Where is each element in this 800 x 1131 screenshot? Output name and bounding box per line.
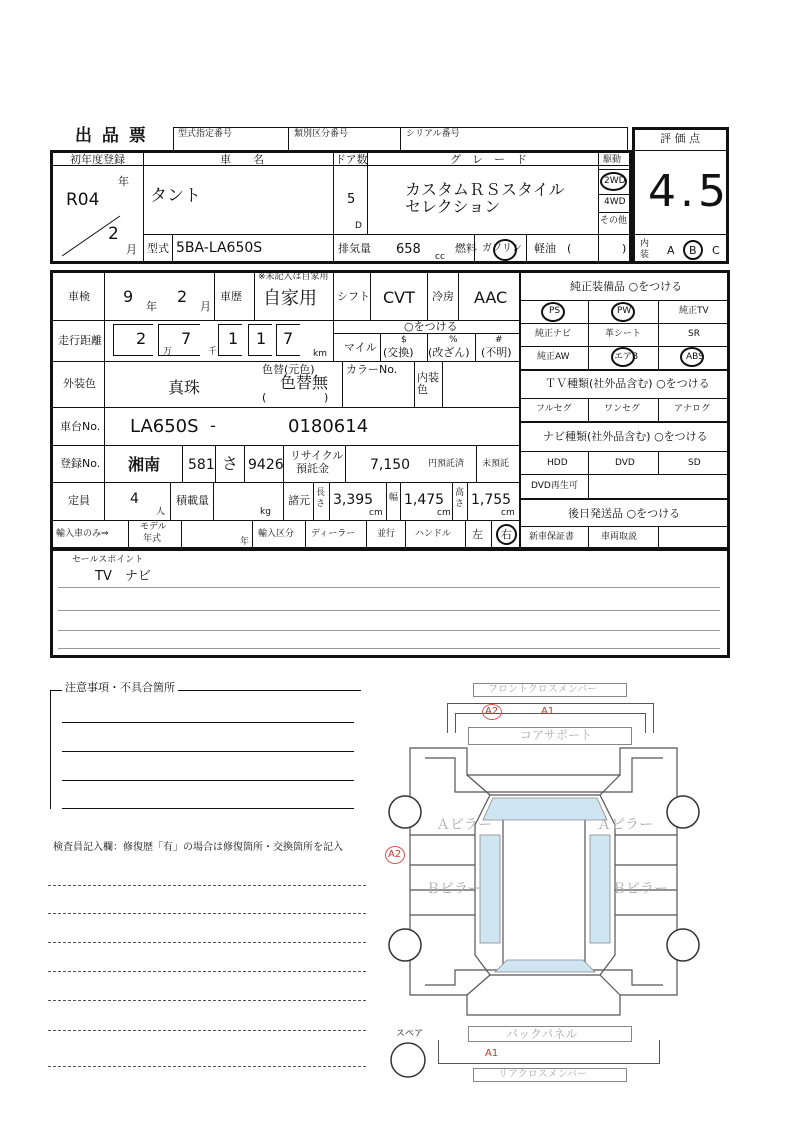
sheet-title: 出 品 票 [75, 126, 148, 146]
caution-label: 注意事項・不具合箇所 [62, 682, 178, 693]
length-cm: cm [369, 508, 383, 518]
height-cm: cm [501, 508, 515, 518]
exterior-label: 外装色 [63, 377, 96, 390]
door-suffix: D [355, 221, 362, 231]
score-label: 評 価 点 [660, 132, 700, 145]
model-year-label-2: 年式 [143, 534, 162, 544]
shift-value: CVT [383, 288, 415, 307]
reg-slash [60, 212, 130, 258]
caution-box [50, 690, 361, 809]
later-warranty: 新車保証書 [529, 532, 575, 542]
height-label: 高さ [455, 488, 465, 509]
equipment-title: 純正装備品 ○をつける [570, 280, 683, 293]
tv-fullseg: フルセグ [536, 404, 572, 414]
recycle-label: リサイクル [290, 449, 344, 462]
first-reg-year: R04 [66, 190, 100, 210]
person-unit: 人 [156, 507, 166, 517]
tv-analog: アナログ [674, 404, 711, 414]
fuel-gasoline-circle [493, 239, 517, 261]
core-support-label: コアサポート [520, 728, 593, 742]
reg-area: 湘南 [128, 455, 161, 474]
interior-b-circle [683, 240, 703, 260]
score-value: 4.5 [648, 166, 730, 217]
equip-airbag: エアB [614, 352, 639, 362]
handle-right-circle [496, 524, 517, 545]
navi-dvd: DVD [615, 458, 635, 468]
chassis-no: 0180614 [288, 416, 369, 437]
capacity-label: 定員 [68, 494, 90, 507]
drive-4wd: 4WD [604, 197, 626, 207]
sales-point: TV ナビ [95, 569, 151, 584]
doors-value: 5 [347, 192, 356, 207]
recycle-amount: 7,150 [370, 457, 411, 473]
fuel-gasoline: ガソリン [482, 243, 522, 254]
mileage-digit-2: 7 [181, 329, 192, 348]
width-label: 幅 [389, 493, 399, 503]
first-reg-label: 初年度登録 [70, 153, 125, 166]
repaint-paren-close: ) [324, 391, 329, 404]
shaken-label: 車検 [68, 290, 90, 303]
equip-pw-circle [611, 302, 635, 322]
drive-2wd: 2WD [604, 176, 626, 186]
drive-other: その他 [600, 216, 628, 226]
mileage-label: 走行距離 [58, 334, 102, 347]
interior-color-label: 内装色 [417, 371, 439, 396]
displacement-label: 排気量 [338, 242, 371, 255]
car-name: タント [150, 186, 201, 206]
rear-bumper-frame [438, 1040, 660, 1064]
dims-label: 諸元 [288, 494, 310, 507]
reg-class: 581 [188, 457, 215, 473]
grade-line2: セレクション [405, 197, 501, 216]
tag-a1-front: A1 [541, 706, 555, 717]
man-unit: 万 [163, 347, 173, 357]
history-value: 自家用 [263, 288, 317, 309]
tag-a2-side: A2 [388, 849, 402, 860]
chassis-label: 車台No. [60, 420, 101, 433]
tag-a1-rear: A1 [485, 1048, 499, 1059]
history-note: ※未記入は自家用 [258, 272, 329, 282]
class-no-label: 類別区分番号 [294, 129, 349, 139]
dealer-option: ディーラー [311, 529, 356, 539]
sales-point-box [50, 548, 730, 658]
width-cm: cm [437, 508, 451, 518]
car-name-label: 車 名 [220, 153, 264, 166]
handle-label: ハンドル [415, 529, 452, 539]
equip-aw: 純正AW [537, 352, 570, 362]
exchanged-mark: $ [401, 335, 407, 345]
model-year-label: モデル [140, 522, 167, 532]
doors-label: ドア数 [335, 153, 368, 166]
serial-label: シリアル番号 [406, 129, 460, 139]
year-unit: 年 [118, 175, 129, 188]
front-cross-label: フロントクロスメンバー [488, 684, 598, 695]
fuel-diesel: 軽油 [534, 242, 556, 255]
equip-abs-circle [680, 347, 704, 367]
equip-pw: PW [617, 306, 632, 316]
parallel-option: 並行 [377, 529, 396, 539]
tampered-mark: % [449, 335, 458, 345]
reg-label: 登録No. [60, 457, 101, 470]
unknown-option: (不明) [481, 346, 512, 359]
reg-kana: さ [222, 454, 239, 473]
equip-ps-circle [541, 302, 565, 322]
repaint-label: 色替(元色) [262, 363, 315, 376]
navi-sd: SD [688, 458, 701, 468]
unknown-mark: # [495, 335, 503, 345]
import-only-label: 輸入車のみ⇒ [56, 529, 109, 539]
equip-leather: 革シート [605, 329, 642, 339]
recycle-label-2: 預託金 [296, 462, 329, 475]
chassis-prefix: LA650S [130, 416, 199, 437]
reg-no: 9426 [248, 457, 284, 473]
grade-line1: カスタムＲＳスタイル [405, 180, 565, 199]
a-pillar-left-label: Ａピラー [436, 817, 492, 833]
history-label: 車歴 [220, 290, 242, 303]
exchanged-option: (交換) [383, 346, 414, 359]
mileage-digit-4: 1 [256, 329, 267, 348]
model-label: 型式 [147, 242, 169, 255]
mileage-digit-5: 7 [283, 329, 294, 348]
mark-note: ○をつける [404, 320, 458, 333]
color-no-label: カラーNo. [346, 363, 398, 376]
length-label: 長さ [316, 488, 326, 509]
recycle-unpaid: 未預託 [482, 459, 510, 469]
mileage-digit-1: 2 [136, 329, 147, 348]
interior-a: A [667, 244, 675, 257]
model-value: 5BA-LA650S [176, 240, 263, 256]
b-pillar-right-label: Ｂピラー [612, 881, 668, 897]
width-value: 1,475 [404, 492, 445, 508]
a-pillar-right-label: Ａピラー [597, 817, 653, 833]
interior-b: B [689, 244, 697, 257]
fuel-label: 燃料 [455, 242, 477, 255]
tampered-option: (改ざん) [428, 346, 470, 359]
handle-right: 右 [501, 528, 512, 541]
later-title: 後日発送品 ○をつける [568, 507, 681, 520]
paren-close: ) [622, 242, 627, 255]
equip-tv: 純正TV [679, 306, 709, 316]
tv-title: ＴＶ種類(社外品含む) ○をつける [545, 377, 710, 390]
navi-dvd-play: DVD再生可 [531, 481, 578, 491]
ac-value: AAC [474, 288, 508, 307]
navi-title: ナビ種類(社外品含む) ○をつける [543, 430, 708, 443]
first-reg-month: 2 [108, 224, 119, 244]
interior-c: C [712, 244, 720, 257]
shaken-month: 2 [177, 287, 188, 306]
mile-option: マイル [344, 341, 377, 354]
height-value: 1,755 [471, 492, 512, 508]
tag-a2-front: A2 [485, 706, 499, 717]
exterior-color: 真珠 [168, 378, 201, 397]
spare-label: スペア [396, 1029, 424, 1039]
equip-ps: PS [549, 306, 561, 316]
back-panel-label: バックパネル [506, 1027, 578, 1041]
equip-navi: 純正ナビ [535, 329, 572, 339]
sales-label: セールスポイント [72, 555, 144, 565]
kg-unit: kg [260, 507, 271, 517]
km-unit: km [313, 349, 327, 359]
later-manual: 車両取説 [601, 532, 638, 542]
month-unit: 月 [126, 243, 137, 256]
shaken-year: 9 [123, 287, 134, 306]
sen-unit: 千 [208, 347, 218, 357]
spare-tire-icon [388, 1040, 428, 1080]
type-no-label: 型式指定番号 [178, 129, 233, 139]
shift-label: シフト [337, 290, 370, 303]
model-year-unit: 年 [240, 537, 250, 547]
drive-2wd-circle [600, 172, 627, 191]
mileage-digit-3: 1 [228, 329, 239, 348]
drive-label: 駆動 [603, 155, 622, 165]
handle-left: 左 [472, 528, 483, 541]
paren-open: ( [567, 242, 572, 255]
rear-cross-label: リアクロスメンバー [498, 1069, 587, 1080]
length-value: 3,395 [333, 492, 374, 508]
tv-oneseg: ワンセグ [604, 404, 641, 414]
ac-label: 冷房 [432, 290, 454, 303]
navi-hdd: HDD [547, 458, 568, 468]
recycle-unit: 円預託済 [428, 459, 465, 469]
grade-label: グ レ ー ド [450, 153, 527, 166]
load-label: 積載量 [176, 494, 209, 507]
repaint-paren-open: ( [262, 391, 267, 404]
equip-abs: ABS [686, 352, 704, 362]
equip-airbag-circle [611, 347, 635, 367]
capacity-value: 4 [130, 491, 139, 507]
shaken-month-unit: 月 [200, 300, 211, 313]
chassis-dash: - [210, 416, 216, 435]
equip-sr: SR [688, 329, 700, 339]
repaint-value: 色替無 [280, 373, 329, 392]
interior-label: 内装 [640, 239, 650, 260]
cc-unit: cc [435, 252, 445, 262]
b-pillar-left-label: Ｂピラー [426, 881, 482, 897]
import-type-label: 輸入区分 [258, 529, 295, 539]
shaken-year-unit: 年 [146, 300, 157, 313]
inspector-label: 検査員記入欄：修復歴「有」の場合は修復箇所・交換箇所を記入 [53, 842, 343, 853]
displacement-value: 658 [396, 242, 421, 257]
